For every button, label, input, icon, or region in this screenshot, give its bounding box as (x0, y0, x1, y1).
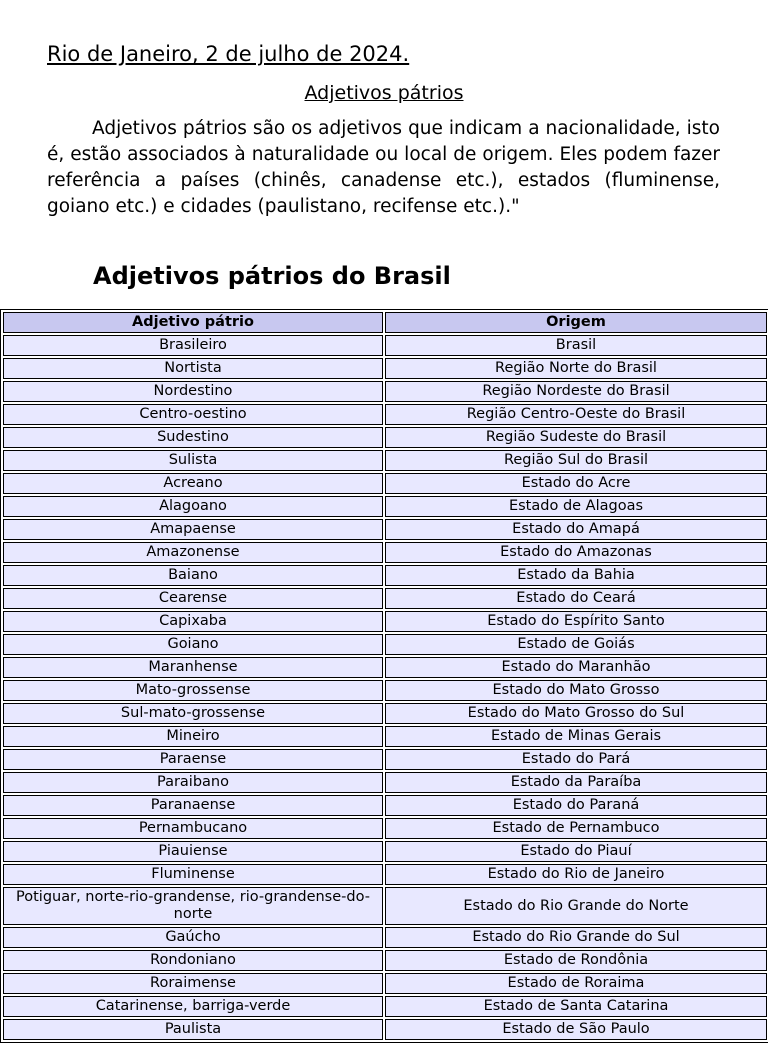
table-row (3, 1019, 767, 1040)
origin-cell: Estado do Piauí (385, 841, 767, 862)
adjective-cell: Alagoano (3, 496, 383, 517)
origin-cell: Estado de Minas Gerais (385, 726, 767, 747)
table-row (3, 973, 767, 994)
origin-cell: Estado do Ceará (385, 588, 767, 609)
adjective-cell: Potiguar, norte-rio-grandense, rio-grandense-do-norte (3, 887, 383, 925)
adjective-cell: Maranhense (3, 657, 383, 678)
table-row (3, 703, 767, 724)
document-subtitle: Adjetivos pátrios (304, 82, 464, 104)
origin-cell: Região Sul do Brasil (385, 450, 767, 471)
table-row (3, 726, 767, 747)
table-row (3, 772, 767, 793)
table-row (3, 795, 767, 816)
adjective-cell: Cearense (3, 588, 383, 609)
table-row (3, 450, 767, 471)
adjective-cell: Roraimense (3, 973, 383, 994)
table-row (3, 358, 767, 379)
adjective-cell: Paraibano (3, 772, 383, 793)
table-row (3, 927, 767, 948)
adjective-cell: Brasileiro (3, 335, 383, 356)
origin-cell: Estado do Pará (385, 749, 767, 770)
table-row (3, 381, 767, 402)
origin-cell: Estado de Goiás (385, 634, 767, 655)
origin-cell: Estado da Bahia (385, 565, 767, 586)
adjective-cell: Rondoniano (3, 950, 383, 971)
table-row (3, 427, 767, 448)
adjective-cell: Mineiro (3, 726, 383, 747)
origin-cell: Estado do Amazonas (385, 542, 767, 563)
table-row (3, 818, 767, 839)
origin-cell: Estado do Maranhão (385, 657, 767, 678)
table-row (3, 588, 767, 609)
column-header-adjective: Adjetivo pátrio (3, 312, 383, 333)
origin-cell: Estado do Rio de Janeiro (385, 864, 767, 885)
origin-cell: Estado do Paraná (385, 795, 767, 816)
origin-cell: Estado de Alagoas (385, 496, 767, 517)
origin-cell: Estado do Acre (385, 473, 767, 494)
origin-cell: Região Nordeste do Brasil (385, 381, 767, 402)
table-row (3, 657, 767, 678)
table-row (3, 335, 767, 356)
origin-cell: Estado do Espírito Santo (385, 611, 767, 632)
adjective-cell: Sudestino (3, 427, 383, 448)
section-heading: Adjetivos pátrios do Brasil (93, 262, 451, 290)
table-row (3, 950, 767, 971)
adjective-cell: Gaúcho (3, 927, 383, 948)
table-row (3, 887, 767, 925)
origin-cell: Estado de Roraima (385, 973, 767, 994)
adjective-cell: Paraense (3, 749, 383, 770)
table-row (3, 680, 767, 701)
intro-paragraph: Adjetivos pátrios são os adjetivos que indicam a nacionalidade, isto é, estão associados à naturalidade ou local de origem. Eles podem fazer referência a países (chinês, canadense etc.), estados (fluminense, goiano etc.) e cidades (paulistano, recifense etc.)." (47, 118, 720, 217)
origin-cell: Estado da Paraíba (385, 772, 767, 793)
adjective-cell: Catarinense, barriga-verde (3, 996, 383, 1017)
table-body (3, 335, 767, 1040)
table-row (3, 473, 767, 494)
origin-cell: Estado do Rio Grande do Sul (385, 927, 767, 948)
adjective-cell: Baiano (3, 565, 383, 586)
origin-cell: Estado de Santa Catarina (385, 996, 767, 1017)
origin-cell: Estado de São Paulo (385, 1019, 767, 1040)
adjective-cell: Amazonense (3, 542, 383, 563)
table-row (3, 611, 767, 632)
origin-cell: Estado do Amapá (385, 519, 767, 540)
origin-cell: Estado do Mato Grosso do Sul (385, 703, 767, 724)
table-row (3, 996, 767, 1017)
adjective-cell: Centro-oestino (3, 404, 383, 425)
table-row (3, 565, 767, 586)
adjective-cell: Sul-mato-grossense (3, 703, 383, 724)
adjective-cell: Acreano (3, 473, 383, 494)
adjectives-table (0, 309, 768, 1043)
date-line: Rio de Janeiro, 2 de julho de 2024. (47, 42, 410, 66)
table-row (3, 496, 767, 517)
adjective-cell: Sulista (3, 450, 383, 471)
origin-cell: Estado do Mato Grosso (385, 680, 767, 701)
adjective-cell: Pernambucano (3, 818, 383, 839)
origin-cell: Estado do Rio Grande do Norte (385, 887, 767, 925)
table-row (3, 864, 767, 885)
table-row (3, 404, 767, 425)
table-header-row (3, 312, 767, 333)
origin-cell: Região Sudeste do Brasil (385, 427, 767, 448)
table-row (3, 542, 767, 563)
adjective-cell: Goiano (3, 634, 383, 655)
table-row (3, 841, 767, 862)
adjective-cell: Mato-grossense (3, 680, 383, 701)
adjective-cell: Capixaba (3, 611, 383, 632)
origin-cell: Brasil (385, 335, 767, 356)
adjective-cell: Piauiense (3, 841, 383, 862)
origin-cell: Região Norte do Brasil (385, 358, 767, 379)
adjective-cell: Paulista (3, 1019, 383, 1040)
column-header-origin: Origem (385, 312, 767, 333)
adjective-cell: Paranaense (3, 795, 383, 816)
table-row (3, 634, 767, 655)
adjective-cell: Nordestino (3, 381, 383, 402)
adjective-cell: Fluminense (3, 864, 383, 885)
origin-cell: Estado de Rondônia (385, 950, 767, 971)
table-row (3, 749, 767, 770)
origin-cell: Região Centro-Oeste do Brasil (385, 404, 767, 425)
adjective-cell: Nortista (3, 358, 383, 379)
origin-cell: Estado de Pernambuco (385, 818, 767, 839)
adjective-cell: Amapaense (3, 519, 383, 540)
table-row (3, 519, 767, 540)
adjectives-table-container (0, 309, 768, 1043)
